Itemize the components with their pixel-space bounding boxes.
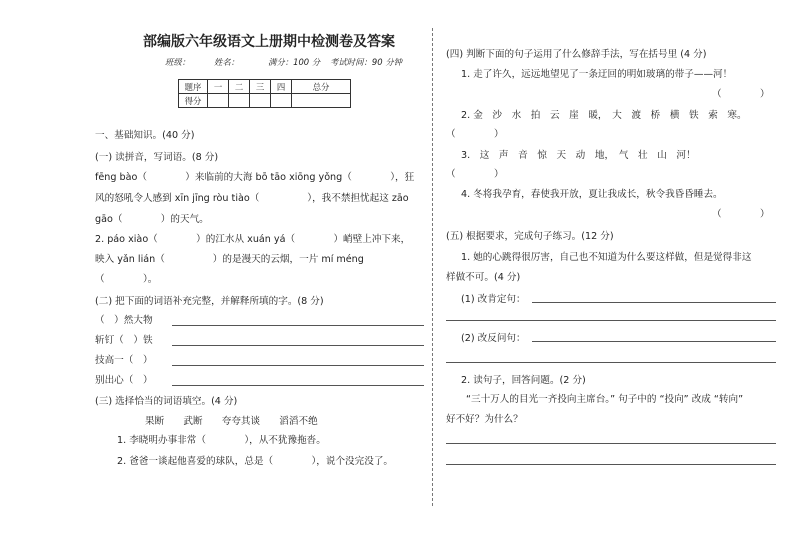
answer-paren[interactable]: （ ） (446, 129, 504, 140)
table-cell: 总分 (292, 80, 351, 94)
column-divider (432, 28, 433, 506)
table-cell: 四 (271, 80, 292, 94)
answer-paren[interactable]: （ ） (446, 169, 504, 180)
answer-line[interactable] (532, 302, 776, 303)
section-basic-knowledge: 一、基础知识。(40 分) (95, 130, 195, 141)
q5-sentence: 2. 读句子，回答问题。(2 分) (461, 375, 586, 386)
q4-sentence: 2. 金 沙 水 拍 云 崖 暖， 大 渡 桥 横 铁 索 寒。 (461, 110, 747, 121)
answer-line[interactable] (532, 341, 776, 342)
answer-paren[interactable]: （ ） (712, 209, 770, 220)
q1-line: 风的怒吼令人感到 xīn jīng ròu tiào（ ），我不禁担忧起这 zāo (95, 193, 409, 204)
answer-line[interactable] (172, 385, 424, 386)
q4-sentence: 3. 这 声 音 惊 天 动 地， 气 壮 山 河！ (461, 150, 696, 161)
table-cell: 得分 (179, 94, 208, 108)
page-title: 部编版六年级语文上册期中检测卷及答案 (143, 34, 395, 50)
score-table-header-row (179, 80, 351, 94)
answer-line[interactable] (446, 464, 776, 465)
q4-heading: (四) 判断下面的句子运用了什么修辞手法，写在括号里 (4 分) (446, 49, 707, 60)
q5-sentence: 好不好？为什么？ (446, 414, 523, 425)
answer-line[interactable] (172, 345, 424, 346)
answer-line[interactable] (172, 325, 424, 326)
q2-item: （ ）然大物 (95, 315, 153, 326)
q2-item: 斩钉（ ）铁 (95, 335, 153, 346)
table-cell: 二 (229, 80, 250, 94)
score-cell[interactable] (271, 94, 292, 108)
q3-sentence: 1. 李晓明办事非常（ ），从不犹豫拖沓。 (117, 435, 326, 446)
score-cell[interactable] (250, 94, 271, 108)
table-cell: 一 (208, 80, 229, 94)
q5-option-label: (1) 改肯定句： (461, 294, 526, 305)
q1-line: （ ）。 (95, 274, 158, 285)
answer-paren[interactable]: （ ） (712, 89, 770, 100)
answer-line[interactable] (446, 362, 776, 363)
answer-line[interactable] (446, 443, 776, 444)
score-cell[interactable] (292, 94, 351, 108)
q5-sentence: “三十万人的目光一齐投向主席台。” 句子中的 “投向” 改成 “转向” (466, 394, 744, 405)
answer-line[interactable] (446, 320, 776, 321)
q1-line: 映入 yǎn lián（ ）的是漫天的云烟，一片 mí méng (95, 254, 364, 265)
name-label: 姓名： (214, 57, 240, 67)
answer-line[interactable] (172, 365, 424, 366)
q5-sentence: 样做不可。(4 分) (446, 272, 521, 283)
q1-line: gāo（ ）的天气。 (95, 214, 209, 225)
q5-heading: (五) 根据要求，完成句子练习。(12 分) (446, 231, 614, 242)
q1-line: 2. páo xiào（ ）的江水从 xuán yá（ ）峭壁上冲下来， (95, 234, 411, 245)
class-label: 班级： (165, 57, 191, 67)
q5-sentence: 1. 她的心跳得很厉害，自己也不知道为什么要这样做，但是觉得非这 (461, 252, 752, 263)
q2-heading: (二) 把下面的词语补充完整，并解释所填的字。(8 分) (95, 296, 324, 307)
score-cell[interactable] (208, 94, 229, 108)
full-score-label: 满分：100 分 (268, 57, 321, 67)
table-cell: 题序 (179, 80, 208, 94)
q3-word-bank: 果断 武断 夸夸其谈 滔滔不绝 (145, 416, 318, 427)
score-table-score-row (179, 94, 351, 108)
q4-sentence: 4. 冬将我孕育，春使我开放，夏让我成长，秋令我昏昏睡去。 (461, 189, 723, 200)
q3-sentence: 2. 爸爸一谈起他喜爱的球队，总是（ ），说个没完没了。 (117, 456, 394, 467)
q4-sentence: 1. 走了许久，远远地望见了一条迂回的明如玻璃的带子——河！ (461, 69, 733, 80)
score-cell[interactable] (229, 94, 250, 108)
table-cell: 三 (250, 80, 271, 94)
score-table (178, 79, 351, 108)
q3-heading: (三) 选择恰当的词语填空。(4 分) (95, 396, 238, 407)
q1-line: fēng bào（ ）来临前的大海 bō tāo xiōng yǒng（ ），狂 (95, 172, 415, 183)
q2-item: 别出心（ ） (95, 375, 153, 386)
q1-heading: (一) 读拼音，写词语。(8 分) (95, 152, 219, 163)
q5-option-label: (2) 改反问句： (461, 333, 526, 344)
q2-item: 技高一（ ） (95, 355, 153, 366)
exam-time-label: 考试时间：90 分钟 (330, 57, 402, 67)
